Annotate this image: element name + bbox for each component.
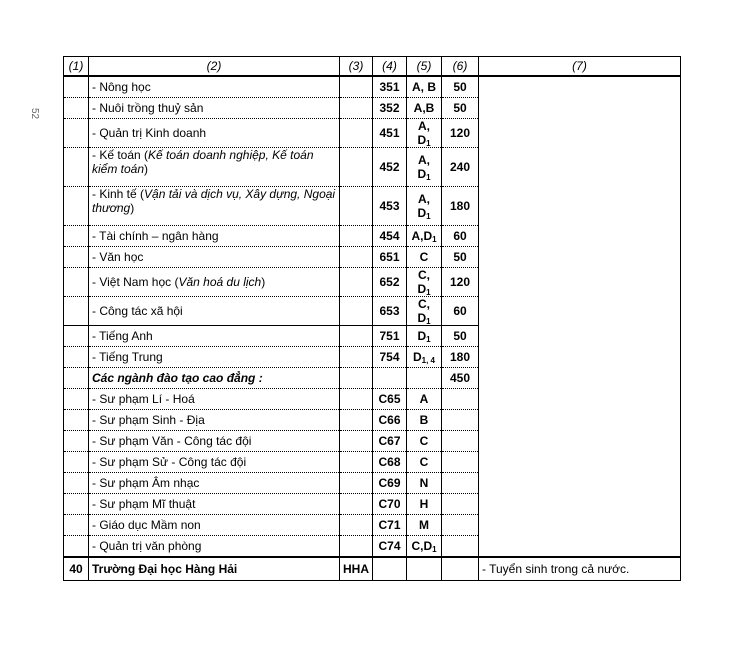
index-cell [64,473,89,494]
index-cell [64,297,89,326]
school-code-cell [340,536,373,558]
exam-block-letters: A [419,392,429,406]
exam-block-letters: C,D [411,539,433,553]
major-name: - Việt Nam học ( [92,275,179,289]
exam-block-letters: C, D [417,297,430,325]
school-code-cell [340,76,373,98]
major-cell [89,473,340,494]
exam-block [407,326,442,347]
index-cell [64,368,89,389]
quota: 240 [442,148,479,187]
major-name-suffix: ) [130,201,135,215]
major-code: 653 [373,297,407,326]
exam-block-letters: A, B [412,80,436,94]
major-name: - Giáo dục Mầm non [92,518,201,532]
school-code: HHA [340,557,373,581]
major-cell [89,494,340,515]
school-code-cell [340,268,373,297]
column-header: (4) [373,57,407,77]
exam-block [407,410,442,431]
major-code: 453 [373,187,407,226]
major-code: 652 [373,268,407,297]
quota [442,536,479,558]
exam-block-subscript: 1 [432,545,437,554]
exam-block-subscript: 1 [426,212,431,221]
quota [442,494,479,515]
major-code: 352 [373,98,407,119]
major-cell [89,326,340,347]
school-note: - Tuyển sinh trong cả nước. [479,557,681,581]
major-code: C74 [373,536,407,558]
major-code: C65 [373,389,407,410]
major-cell [89,536,340,558]
exam-block [407,187,442,226]
exam-block [407,431,442,452]
index-cell [64,187,89,226]
column-header: (6) [442,57,479,77]
major-name: - Công tác xã hội [92,304,183,318]
major-name: - Quản trị văn phòng [92,539,202,553]
index-cell [64,98,89,119]
major-specialization: Văn hoá du lịch [178,275,262,289]
quota [442,410,479,431]
major-code: C71 [373,515,407,536]
school-code-cell [340,515,373,536]
exam-block [407,368,442,389]
major-cell [89,389,340,410]
exam-block [407,347,442,368]
major-cell [89,119,340,148]
exam-block-subscript: 1 [426,335,431,344]
exam-block-subscript: 1, 4 [421,356,435,365]
major-cell [89,76,340,98]
quota: 50 [442,247,479,268]
major-code: C66 [373,410,407,431]
major-code: 451 [373,119,407,148]
major-cell [89,431,340,452]
index-cell [64,148,89,187]
quota: 120 [442,119,479,148]
quota: 180 [442,187,479,226]
exam-block-letters: M [419,518,429,532]
major-name: - Kế toán ( [92,148,149,162]
exam-block [407,389,442,410]
quota: 50 [442,98,479,119]
index-cell [64,452,89,473]
exam-block-letters: N [419,476,429,490]
quota [442,431,479,452]
school-code-cell [340,389,373,410]
exam-block [407,494,442,515]
index-cell [64,226,89,247]
empty-cell [442,557,479,581]
major-cell [89,452,340,473]
major-code: 651 [373,247,407,268]
major-specialization: Vận tải và dịch vụ, Xây dựng, Ngoại thương [92,187,336,215]
major-code: 454 [373,226,407,247]
major-name: - Tiếng Trung [92,350,163,364]
quota: 60 [442,226,479,247]
exam-block [407,536,442,558]
major-name: - Sư phạm Lí - Hoá [92,392,195,406]
exam-block [407,247,442,268]
exam-block [407,76,442,98]
major-name: - Quản trị Kinh doanh [92,126,207,140]
school-code-cell [340,187,373,226]
major-cell [89,347,340,368]
column-header: (1) [64,57,89,77]
school-code-cell [340,410,373,431]
quota [442,515,479,536]
quota: 50 [442,76,479,98]
column-header: (7) [479,57,681,77]
school-code-cell [340,473,373,494]
exam-block [407,98,442,119]
exam-block [407,297,442,326]
exam-block-subscript: 1 [426,139,431,148]
major-code: 452 [373,148,407,187]
major-code: 351 [373,76,407,98]
major-code: C69 [373,473,407,494]
major-cell [89,148,340,187]
major-code: C68 [373,452,407,473]
quota [442,473,479,494]
exam-block [407,452,442,473]
notes-cell [479,76,681,557]
major-code: C70 [373,494,407,515]
index-cell [64,410,89,431]
major-cell [89,515,340,536]
exam-block-subscript: 1 [432,235,437,244]
school-row [64,557,681,581]
index-cell [64,119,89,148]
major-cell [89,268,340,297]
index-cell [64,247,89,268]
column-header: (2) [89,57,340,77]
major-cell [89,247,340,268]
index-cell [64,494,89,515]
school-code-cell [340,452,373,473]
school-index: 40 [64,557,89,581]
major-name: - Sư phạm Sinh - Địa [92,413,205,427]
major-code: C67 [373,431,407,452]
major-name: - Tiếng Anh [92,329,153,343]
school-code-cell [340,494,373,515]
exam-block-letters: A, D [417,153,430,181]
index-cell [64,326,89,347]
major-name: - Văn học [92,250,144,264]
school-code-cell [340,247,373,268]
major-cell [89,98,340,119]
quota: 60 [442,297,479,326]
major-name: - Sư phạm Sử - Công tác đội [92,455,247,469]
exam-block [407,226,442,247]
exam-block [407,148,442,187]
index-cell [64,76,89,98]
exam-block-letters: A,B [413,101,435,115]
major-name: - Kinh tế ( [92,187,145,201]
index-cell [64,536,89,558]
exam-block-letters: C [419,250,429,264]
school-code-cell [340,326,373,347]
index-cell [64,431,89,452]
major-name: - Tài chính – ngân hàng [92,229,219,243]
exam-block-subscript: 1 [426,173,431,182]
index-cell [64,347,89,368]
quota: 120 [442,268,479,297]
major-cell [89,410,340,431]
quota: 450 [442,368,479,389]
major-name: - Sư phạm Văn - Công tác đội [92,434,252,448]
index-cell [64,515,89,536]
school-code-cell [340,98,373,119]
header-row [64,57,681,77]
exam-block-letters: A, D [417,119,430,147]
major-cell [89,368,340,389]
exam-block [407,268,442,297]
major-name: - Nuôi trồng thuỷ sản [92,101,204,115]
section-title: Các ngành đào tạo cao đẳng : [92,371,263,385]
major-specialization: Kế toán doanh nghiệp, Kế toán kiểm toán [92,148,314,176]
major-name-suffix: ) [261,275,266,289]
page-number: 52 [29,108,40,120]
column-header: (3) [340,57,373,77]
school-code-cell [340,148,373,187]
quota [442,389,479,410]
exam-block [407,515,442,536]
major-cell [89,297,340,326]
quota [442,452,479,473]
exam-block-letters: H [419,497,429,511]
exam-block-letters: C, D [417,268,430,296]
major-name: - Sư phạm Mĩ thuật [92,497,196,511]
column-header: (5) [407,57,442,77]
major-code [373,368,407,389]
exam-block [407,473,442,494]
school-code-cell [340,431,373,452]
exam-block-subscript: 1 [426,288,431,297]
school-code-cell [340,119,373,148]
major-code: 754 [373,347,407,368]
admissions-table [63,56,681,581]
exam-block-letters: D [417,329,427,343]
exam-block-letters: A,D [411,229,433,243]
major-cell [89,187,340,226]
empty-cell [407,557,442,581]
empty-cell [373,557,407,581]
major-name: - Sư phạm Âm nhạc [92,476,200,490]
table-row [64,76,681,98]
quota: 50 [442,326,479,347]
school-code-cell [340,347,373,368]
major-code: 751 [373,326,407,347]
school-code-cell [340,297,373,326]
index-cell [64,268,89,297]
exam-block [407,119,442,148]
quota: 180 [442,347,479,368]
exam-block-letters: B [419,413,429,427]
major-name: - Nông học [92,80,151,94]
major-name-suffix: ) [144,162,149,176]
exam-block-letters: A, D [417,192,430,220]
index-cell [64,389,89,410]
exam-block-letters: C [419,434,429,448]
school-name: Trường Đại học Hàng Hải [89,557,340,581]
exam-block-letters: C [419,455,429,469]
school-code-cell [340,226,373,247]
school-code-cell [340,368,373,389]
exam-block-subscript: 1 [426,317,431,326]
exam-block-letters: D [412,350,422,364]
major-cell [89,226,340,247]
